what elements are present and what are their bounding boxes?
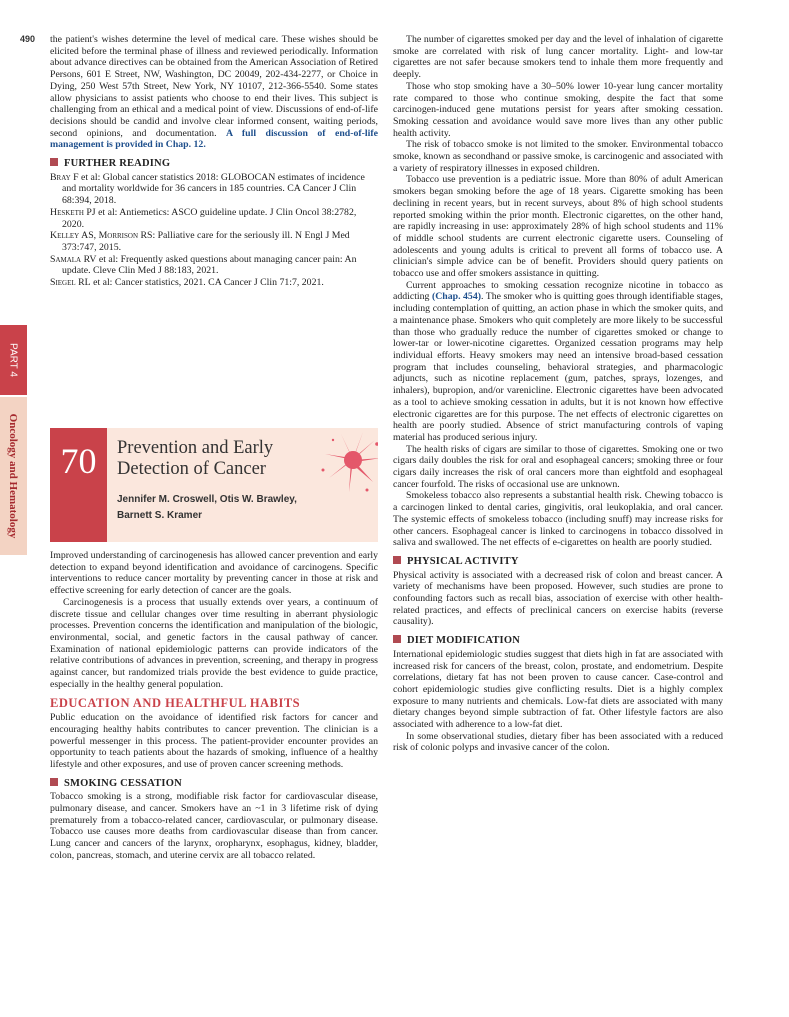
- paragraph: Improved understanding of carcinogenesis has allowed cancer prevention and early detection to expand beyond identification and avoidance of carcinogens. Specific interventions to reduce cancer mortality by preventing cancer in those at risk and effective screening for early detection of cancer are the goals.: [50, 550, 378, 597]
- chapter-link[interactable]: A full discussion of end-of-life management is provided in Chap. 12.: [50, 127, 378, 151]
- part-tab: [0, 325, 27, 395]
- section-label: Oncology and Hematology: [7, 413, 19, 539]
- paragraph: The health risks of cigars are similar to those of cigarettes. Smoking one or two cigars daily doubles the risk for oral and esophageal cancers; smoking three or four cigars daily increases the risk of oral cancers more than eightfold and esophageal cancer fourfold. The risks of occasional use are unknown.: [393, 443, 723, 490]
- heading-square-icon: [50, 158, 58, 166]
- paragraph: Public education on the avoidance of identified risk factors for cancer and encouraging healthy habits contributes to cancer prevention. The clinician is a powerful messenger in this process. The patient-provider encounter provides an opportunity to teach patients about the hazards of smoking, influence of a healthy lifestyle and other exposures, and use of proven cancer screening methods.: [50, 712, 378, 770]
- reference-author: Samala RV: [50, 253, 97, 265]
- reference-author: Bray F: [50, 171, 79, 183]
- paragraph-text: the patient's wishes determine the level of medical care. These wishes should be elicited before the terminal phase of illness and reviewed periodically. Information about advance directives can be obtained from the American Association of Retired Persons, 601 E Street, NW, Washington, DC 20049, 202-434-2277, or Choice in Dying, 250 West 57th Street, New York, NY 10107, 212-366-5540. Some states allow physicians to assist patients who choose to end their lives. This subject is challenging from an ethical and a medical point of view. Discussions of end-of-life decisions should be candid and involve clear informed consent, waiting periods, second opinions, and documentation.: [50, 34, 378, 139]
- chapter-header: [50, 428, 378, 542]
- heading-text: PHYSICAL ACTIVITY: [407, 555, 519, 567]
- reference-author: Siegel RL: [50, 277, 91, 289]
- reference-item: [50, 254, 378, 277]
- paragraph: Those who stop smoking have a 30–50% lower 10-year lung cancer mortality rate compared to those who continue smoking, despite the fact that some carcinogen-induced gene mutations persist for years after smoking cessation. Smoking cessation and avoidance would save more lives than any other public health activity.: [393, 80, 723, 139]
- heading-text: DIET MODIFICATION: [407, 635, 520, 647]
- side-tab: [0, 325, 27, 555]
- reference-author: Hesketh PJ: [50, 206, 96, 218]
- right-column: [393, 34, 723, 754]
- part-label: PART 4: [7, 343, 19, 377]
- chapter-authors: [117, 492, 357, 524]
- paragraph: Tobacco use prevention is a pediatric issue. More than 80% of adult American smokers began smoking before the age of 18 years. Cigarette smoking has been declining in recent years, but in recent surveys, about 8% of high school students reported smoking within the prior month. Electronic cigarettes, on the other hand, are rapidly increasing in use: approximately 28% of high school students and 11% of middle school students are current electronic cigarette users. Counseling of adolescents and young adults is critical to prevent all forms of tobacco use. A clinician's simple advice can be of benefit. Providers should query patients on tobacco use and offer smokers assistance in quitting.: [393, 174, 723, 280]
- chapter-title: Prevention and Early Detection of Cancer: [117, 438, 274, 479]
- paragraph: Smokeless tobacco also represents a substantial health risk. Chewing tobacco is a carcinogen linked to dental caries, gingivitis, oral leukoplakia, and oral cancer. The systemic effects of smokeless tobacco (including snuff) may increase risks for other cancers. Esophageal cancer is linked to carcinogens in tobacco dissolved in saliva and swallowed. The net effects of e-cigarettes on health are poorly studied.: [393, 490, 723, 549]
- heading-square-icon: [393, 635, 401, 643]
- heading-square-icon: [50, 778, 58, 786]
- reference-item: [50, 172, 378, 207]
- heading-square-icon: [393, 556, 401, 564]
- reference-list: [50, 172, 378, 289]
- paragraph: Carcinogenesis is a process that usually extends over years, a continuum of discrete tissue and cellular changes over time resulting in aberrant physiologic processes. Prevention concerns the identification and manipulation of the biologic, environmental, social, and genetic factors in the causal pathway of cancer. Examination of national epidemiologic patterns can provide indicators of the relative contributions of advances in prevention, screening, and therapy in progress against cancer, but randomized trials provide the best evidence to guide practice, especially in the healthy general population.: [50, 596, 378, 690]
- section-heading: [393, 556, 723, 568]
- paragraph: [393, 280, 723, 444]
- paragraph-text: Current approaches to smoking cessation recognize nicotine in tobacco as addicting: [393, 279, 723, 303]
- left-column-bottom: [50, 550, 378, 862]
- authors-line: Jennifer M. Croswell, Otis W. Brawley,: [117, 494, 297, 505]
- reference-item: [50, 277, 378, 289]
- page-number: 490: [20, 34, 36, 44]
- paragraph: The number of cigarettes smoked per day and the level of inhalation of cigarette smoke are correlated with risk of lung cancer mortality. Light- and low-tar cigarettes are not safer because smokers tend to inhale them more frequently and deeply.: [393, 34, 723, 81]
- reference-item: [50, 230, 378, 253]
- paragraph: International epidemiologic studies suggest that diets high in fat are associated with increased risk for cancers of the breast, colon, prostate, and endometrium. Despite correlations, dietary fat has not been proven to cause cancer. Case-control and cohort epidemiologic studies give conflicting results. Diet is a highly complex exposure to many nutrients and chemicals. Low-fat diets are associated with many dietary changes beyond simple subtraction of fat. Other lifestyle factors are also associated with adherence to a low-fat diet.: [393, 648, 723, 731]
- left-column-top: [50, 34, 378, 289]
- heading-text: FURTHER READING: [64, 158, 171, 170]
- reference-text: et al: Cancer statistics, 2021. CA Cancer J Clin 71:7, 2021.: [90, 277, 324, 289]
- reference-author: Kelley AS, Morrison RS: [50, 230, 153, 242]
- heading-text: SMOKING CESSATION: [64, 777, 182, 789]
- reference-text: et al: Frequently asked questions about managing cancer pain: An update. Cleve Clin Med J 88:183, 2021.: [62, 253, 357, 277]
- reference-text: et al: Antiemetics: ASCO guideline update. J Clin Oncol 38:2782, 2020.: [62, 206, 357, 230]
- paragraph: Tobacco smoking is a strong, modifiable risk factor for cardiovascular disease, pulmonary disease, and cancer. Smokers have an ~1 in 3 lifetime risk of dying prematurely from a tobacco-related cancer, cardiovascular, or pulmonary disease. Tobacco use causes more deaths from cardiovascular disease than from cancer. Lung cancer and cancers of the larynx, oropharynx, esophagus, kidney, bladder, colon, pancreas, stomach, and uterine cervix are all tobacco related.: [50, 791, 378, 861]
- section-heading: [393, 635, 723, 647]
- chapter-link[interactable]: (Chap. 454): [431, 291, 481, 303]
- paragraph: The risk of tobacco smoke is not limited to the smoker. Environmental tobacco smoke, known as secondhand or passive smoke, is carcinogenic and associated with a variety of respiratory illnesses in exposed children.: [393, 139, 723, 174]
- section-heading: [50, 158, 378, 170]
- section-heading: [50, 778, 378, 790]
- splatter-icon: [315, 430, 378, 500]
- paragraph-text: . The smoker who is quitting goes through identifiable stages, including contemplation of quitting, an action phase in which the smoker quits, and a maintenance phase. Smokers who quit completely are more likely to be successful than those who gradually reduce the number of cigarettes smoked or change to lower-tar or lower-nicotine cigarettes. Organized cessation programs may help individual efforts. Heavy smokers may need an intensive broad-based cessation program that includes counseling, behavioral strategies, and pharmacologic adjuncts, such as nicotine replacement (gum, patches, sprays, lozenges, and inhalers), bupropion, and/or varenicline. Electronic cigarettes have been advocated as a tool to achieve smoking cessation in adults, but it is not known how effective electronic cigarettes are for this purpose. The net effects of electronic cigarettes on health are poorly studied. Absence of strict manufacturing controls of vaping material has produced serious injury.: [393, 291, 723, 443]
- chapter-number: 70: [60, 441, 97, 481]
- reference-text: et al: Global cancer statistics 2018: GLOBOCAN estimates of incidence and mortality worldwide for 36 cancers in 185 countries. CA Cancer J Clin 68:394, 2018.: [62, 171, 365, 207]
- authors-line: Barnett S. Kramer: [117, 510, 203, 521]
- reference-item: [50, 207, 378, 230]
- section-tab: [0, 397, 27, 555]
- paragraph: Physical activity is associated with a decreased risk of colon and breast cancer. A variety of mechanisms have been proposed. However, such studies are prone to confounding factors such as recall bias, association of exercise with other health-related practices, and effects of preclinical cancers on exercise habits (reverse causality).: [393, 569, 723, 628]
- paragraph: [50, 34, 378, 151]
- reference-text: : Palliative care for the seriously ill. N Engl J Med 373:747, 2015.: [62, 230, 350, 253]
- chapter-number-box: [50, 428, 107, 542]
- section-heading-major: EDUCATION AND HEALTHFUL HABITS: [50, 696, 301, 711]
- paragraph: In some observational studies, dietary fiber has been associated with a reduced risk of colonic polyps and invasive cancer of the colon.: [393, 730, 723, 754]
